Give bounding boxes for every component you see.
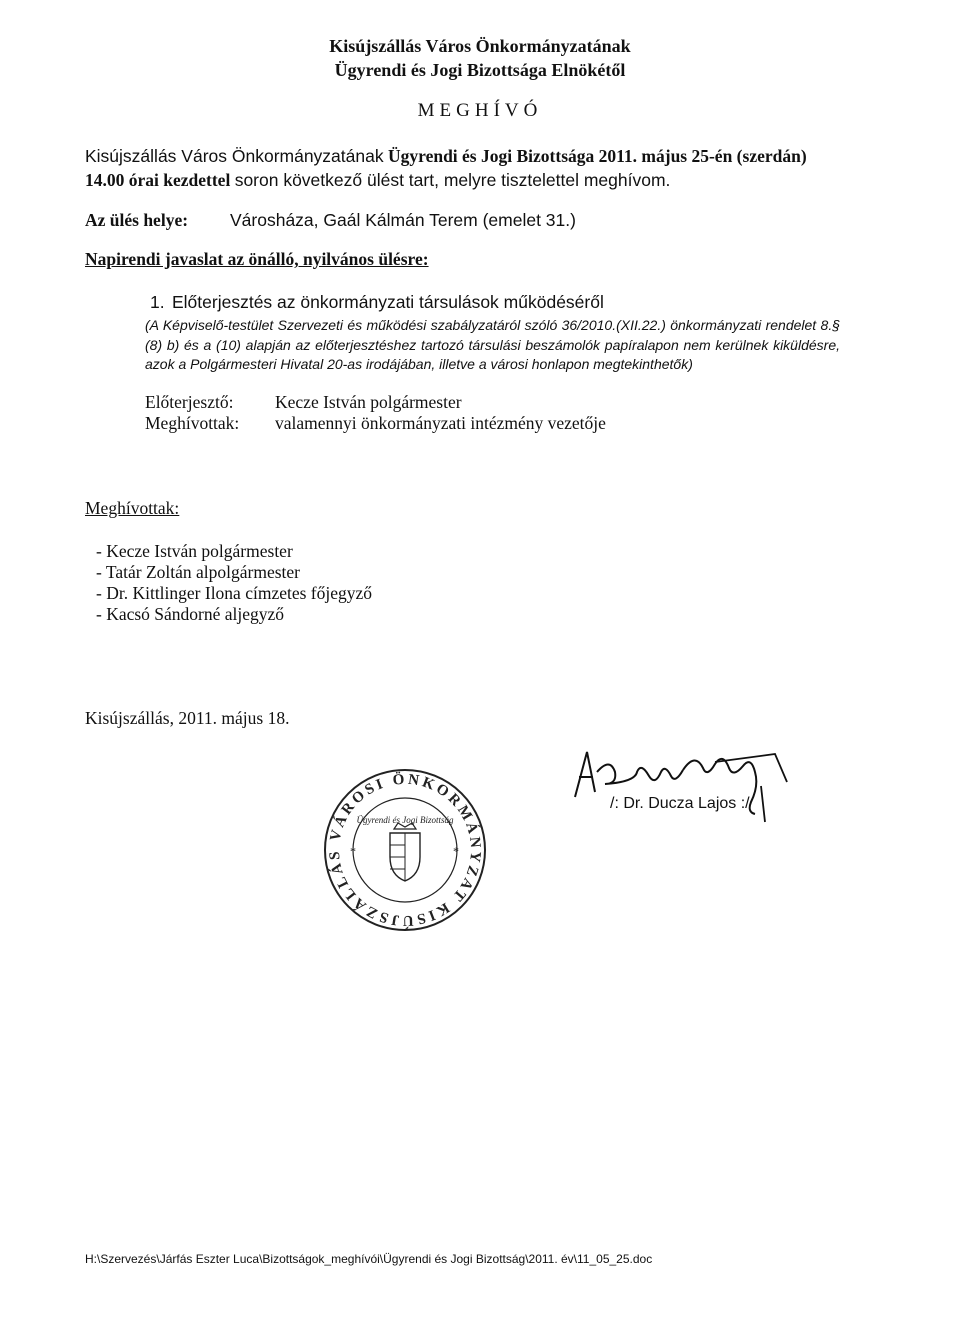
agenda-invited-value: valamennyi önkormányzati intézmény vezetője (275, 413, 606, 433)
invitee-item: - Tatár Zoltán alpolgármester (96, 562, 300, 582)
presenter-value: Kecze István polgármester (275, 392, 462, 412)
date-place: Kisújszállás, 2011. május 18. (85, 708, 290, 728)
document-title: MEGHÍVÓ (417, 100, 543, 121)
agenda-heading: Napirendi javaslat az önálló, nyilvános ülésre: (85, 249, 429, 269)
footer-file-path: H:\Szervezés\Járfás Eszter Luca\Bizottságok_meghívói\Ügyrendi és Jogi Bizottság\2011. év\11_05_25.doc (85, 1252, 653, 1266)
intro-committee-date: Ügyrendi és Jogi Bizottsága 2011. május 25-én (szerdán) (387, 146, 807, 166)
document-header-line2: Ügyrendi és Jogi Bizottsága Elnökétől (334, 60, 626, 80)
agenda-item-title: Előterjesztés az önkormányzati társulások működéséről (172, 292, 604, 312)
intro-line-2 (85, 170, 670, 191)
invitee-item: - Kacsó Sándorné aljegyző (96, 604, 285, 624)
location-value: Városháza, Gaál Kálmán Terem (emelet 31.) (230, 210, 576, 230)
intro-time: 14.00 órai kezdettel (85, 170, 231, 190)
intro-invitation: soron következő ülést tart, melyre tisztelettel meghívom. (234, 170, 671, 190)
handwritten-signature (565, 742, 815, 832)
agenda-invited-label: Meghívottak: (145, 413, 240, 433)
signatory-name: /: Dr. Ducza Lajos :/ (610, 795, 750, 812)
location-label: Az ülés helye: (85, 210, 189, 230)
star-icon: * (350, 844, 356, 858)
document-header-line1: Kisújszállás Város Önkormányzatának (329, 36, 631, 56)
invitee-item: - Kecze István polgármester (96, 541, 293, 561)
intro-line-1 (85, 146, 875, 167)
invitee-item: - Dr. Kittlinger Ilona címzetes főjegyző (96, 583, 373, 603)
agenda-item-number: 1. (150, 292, 165, 312)
presenter-label: Előterjesztő: (145, 392, 234, 412)
stamp-inner-text: Ügyrendi és Jogi Bizottság (356, 815, 454, 825)
invitees-heading: Meghívottak: (85, 498, 180, 518)
intro-municipality: Kisújszállás Város Önkormányzatának (85, 146, 384, 166)
star-icon: * (453, 844, 459, 858)
stamp-outer-text: VÁROSI ÖNKORMÁNYZAT KISÚJSZÁLLÁS (326, 771, 484, 929)
official-stamp (320, 765, 490, 935)
agenda-item-note: (A Képviselő-testület Szervezeti és működési szabályzatáról szóló 36/2010.(XII.22.) önkormányzati rendelet 8.§ (8) b) és a (10) alapján az előterjesztéshez tartozó társulási beszámolók papíralapon nem kerülnek kiküldésre, azok a Polgármesteri Hivatal 20-as irodájában, illetve a városi honlapon megtekinthetők) (145, 317, 840, 373)
